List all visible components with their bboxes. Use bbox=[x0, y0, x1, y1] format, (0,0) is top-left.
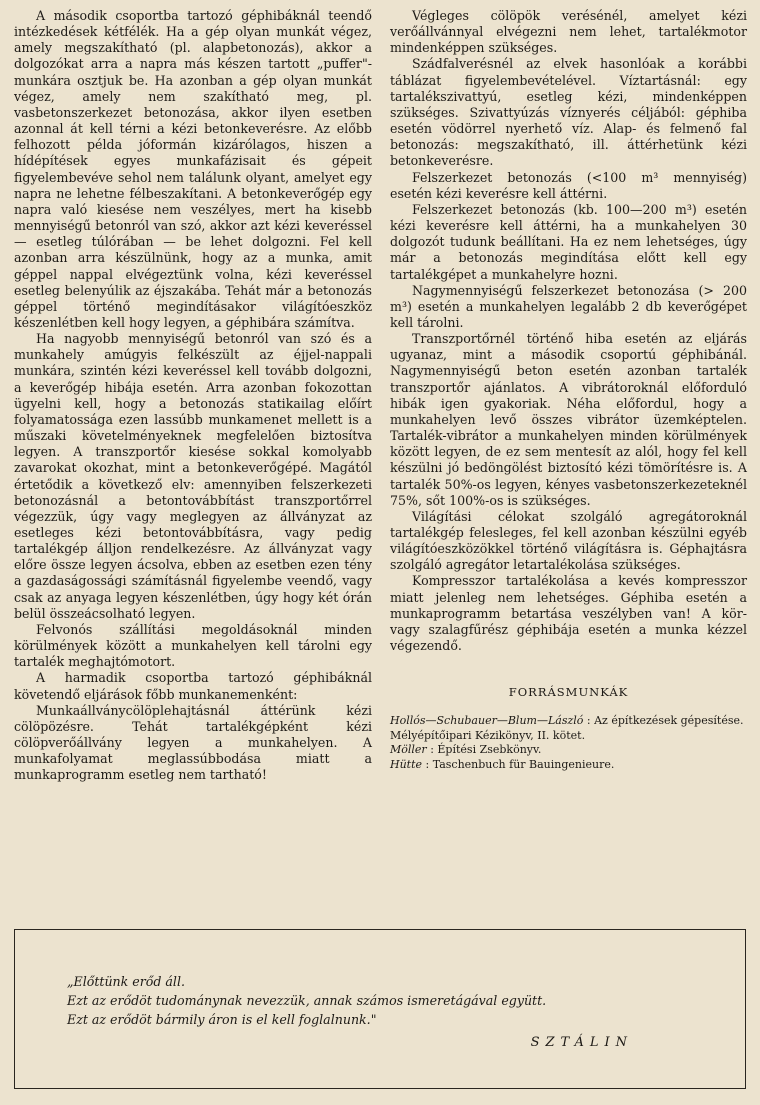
paragraph: Felszerkezet betonozás (<100 m³ mennyiség) esetén kézi keverésre kell áttérni. bbox=[390, 169, 747, 201]
sources-heading: FORRÁSMUNKÁK bbox=[508, 685, 629, 700]
paragraph: Végleges cölöpök verésénél, amelyet kézi verőállvánnyal elvégezni nem lehet, tartalékmotor mindenképpen szükséges. bbox=[390, 8, 747, 56]
paragraph: Transzportőrnél történő hiba esetén az eljárás ugyanaz, mint a második csoportú géphibánál. Nagymennyiségű beton esetén azonban tartalék transzportőr ajánlatos. A vibrátoroknál előforduló hibák igen gyakoriak. Néha előfordul, hogy a munkahelyen levő összes vibrátor üzemképtelen. Tartalék-vibrátor a munkahelyen minden körülmények között legyen, de ez sem mentesít az alól, hogy fel kell készülni jó bedöngölést biztosító kézi tömörítésre is. A tartalék 50%-os legyen, kényes vasbetonszerkezeteknél 75%, sőt 100%-os is szükséges. bbox=[390, 331, 747, 508]
source-item bbox=[390, 743, 747, 758]
right-column bbox=[390, 8, 747, 772]
paragraph: Felvonós szállítási megoldásoknál minden körülmények között a munkahelyen kell tárolni egy tartalék meghajtómotort. bbox=[14, 621, 372, 670]
paragraph: A harmadik csoportba tartozó géphibáknál követendő eljárások főbb munkanemenként: bbox=[14, 670, 372, 702]
quote-line: Ezt az erődöt tudománynak nevezzük, annak számos ismeretágával együtt. bbox=[67, 993, 547, 1008]
source-title: : Taschenbuch für Bauingenieure. bbox=[425, 757, 615, 771]
paragraph: Kompresszor tartalékolása a kevés kompresszor miatt jelenleg nem lehetséges. Géphiba esetén a munkaprogramm betartása veszélyben van! A kör- vagy szalagfűrész géphibája esetén a munka kézzel végezendő. bbox=[390, 573, 747, 654]
source-item bbox=[390, 758, 747, 773]
quote-line: „Előttünk erőd áll. bbox=[67, 974, 185, 989]
source-author: Hütte bbox=[390, 757, 423, 771]
source-author: Möller bbox=[390, 743, 427, 757]
source-item bbox=[390, 714, 747, 743]
paragraph: A második csoportba tartozó géphibáknál teendő intézkedések kétfélék. Ha a gép olyan munkát végez, amely megszakítható (pl. alapbetonozás), akkor a dolgozókat arra a napra más készen tartott „puffer"-munkára osztjuk be. Ha azonban a gép olyan munkát végez, amely nem szakítható meg, pl. vasbetonszerkezet betonozása, akkor ilyen esetben azonnal át kell térni a kézi betonkeverésre. Az előbb felhozott példa jóformán kizárólagos, hiszen a hídépítések egyes munkafázisait és gépeit figyelembevéve sehol nem találunk olyant, amelyet egy napra ne lehetne félbeszakítani. A betonkeverőgép egy napra való kiesése nem veszélyes, mert ha kisebb mennyiségű betonról van szó, akkor azt kézi keveréssel — esetleg túlórában — be lehet dolgozni. Fel kell azonban arra készülnünk, hogy az a munka, amit géppel nappal elvégeztünk volna, kézi keveréssel esetleg belenyúlik az éjszakába. Tehát már a betonozás géppel történő megindításakor világítóeszköz készenlétben kell hogy legyen, a géphibára számítva. bbox=[14, 8, 372, 330]
paragraph: Munkaállványcölöplehajtásnál áttérünk kézi cölöpözésre. Tehát tartalékgépként kézi cölöpverőállvány legyen a munkahelyen. A munkafolyamat meglassúbbodása miatt a munkaprogramm esetleg nem tartható! bbox=[14, 702, 372, 783]
source-title: : Építési Zsebkönyv. bbox=[430, 743, 542, 757]
paragraph: Világítási célokat szolgáló agregátoroknál tartalékgép felesleges, fel kell azonban készülni egyéb világítóeszközökkel történő világításra is. Géphajtásra szolgáló agregátor letartalékolása szükséges. bbox=[390, 508, 747, 573]
quote-author: SZTÁLIN bbox=[530, 1035, 633, 1050]
source-title: : Az építkezések gépesítése. Mélyépítőipari Kézikönyv, II. kötet. bbox=[390, 714, 744, 742]
left-column bbox=[14, 8, 372, 784]
paragraph: Felszerkezet betonozás (kb. 100—200 m³) esetén kézi keverésre kell áttérni, ha a munkahelyen 30 dolgozót tudunk beállítani. Ha ez nem lehetséges, úgy már a betonozás megindítása előtt kell egy tartalékgépet a munkahelyre hozni. bbox=[390, 201, 747, 282]
paragraph: Nagymennyiségű felszerkezet betonozása (> 200 m³) esetén a munkahelyen legalább 2 db keverőgépet kell tárolni. bbox=[390, 282, 747, 330]
source-author: Hollós—Schubauer—Blum—László bbox=[390, 714, 584, 728]
quote-box bbox=[14, 929, 746, 1089]
quote-line: Ezt az erődöt bármily áron is el kell foglalnunk." bbox=[67, 1012, 377, 1027]
paragraph: Ha nagyobb mennyiségű betonról van szó és a munkahely amúgyis felkészült az éjjel-nappali munkára, szintén kézi keveréssel kell tovább dolgozni, a keverőgép hibája esetén. Arra azonban fokozottan ügyelni kell, hogy a betonozás statikailag előírt folyamatossága ezen lassúbb munkamenet mellett is a műszaki követelményeknek megfelelően biztosítva legyen. A transzportőr kiesése sokkal komolyabb zavarokat okozhat, mint a betonkeverőgépé. Magától értetődik a következő elv: amennyiben felszerkezeti betonozásnál a betontovábbítást transzportőrrel végezzük, úgy vagy meglegyen az állványzat az esetleges kézi betontovábbításra, vagy pedig tartalékgép álljon rendelkezésre. Az állványzat vagy előre össze legyen ácsolva, ebben az esetben ezen tény a gazdaságossági számításnál figyelembe veendő, vagy csak az anyaga legyen készenlétben, úgy hogy két órán belül összeácsolható legyen. bbox=[14, 331, 372, 621]
paragraph: Szádfalverésnél az elvek hasonlóak a korábbi táblázat figyelembevételével. Víztartásnál: egy tartalékszivattyú, esetleg kézi, mindenképpen szükséges. Szivattyúzás víznyerés céljából: géphiba esetén vödörrel nyerhető víz. Alap- és felmenő fal betonozás: megszakítható, ill. áttérhetünk kézi betonkeverésre. bbox=[390, 56, 747, 169]
